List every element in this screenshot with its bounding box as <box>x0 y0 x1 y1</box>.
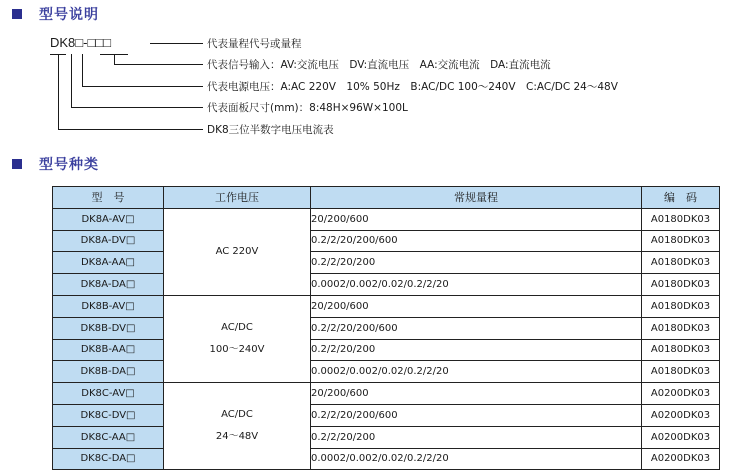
voltage-line-1: AC/DC <box>221 409 253 421</box>
cell-model: DK8A-AV□ <box>53 208 164 230</box>
label-power-supply: 代表电源电压：A:AC 220V 10% 50Hz B:AC/DC 100～240V C:AC/DC 24～48V <box>207 81 618 93</box>
label-product-name: DK8三位半数字电压电流表 <box>207 124 334 136</box>
cell-model: DK8B-AA□ <box>53 339 164 361</box>
model-types-table <box>52 186 720 470</box>
table-row <box>53 361 720 383</box>
cell-range: 0.2/2/20/200/600 <box>311 317 642 339</box>
connector-line-3 <box>82 86 203 87</box>
square-bullet-icon <box>12 159 22 169</box>
table-row <box>53 448 720 470</box>
section-title: 型号说明 <box>39 7 99 23</box>
table-row <box>53 426 720 448</box>
model-code: DK8□-□□□ <box>50 35 112 50</box>
cell-range: 0.0002/0.002/0.02/0.2/2/20 <box>311 274 642 296</box>
cell-code: A0180DK03 <box>642 295 720 317</box>
cell-code: A0180DK03 <box>642 317 720 339</box>
cell-model: DK8B-DV□ <box>53 317 164 339</box>
cell-range: 0.2/2/20/200 <box>311 426 642 448</box>
cell-code: A0180DK03 <box>642 339 720 361</box>
cell-model: DK8C-DV□ <box>53 404 164 426</box>
connector-line-2 <box>114 64 203 65</box>
cell-code: A0200DK03 <box>642 383 720 405</box>
cell-range: 0.2/2/20/200 <box>311 252 642 274</box>
label-signal-input: 代表信号输入：AV:交流电压 DV:直流电压 AA:交流电流 DA:直流电流 <box>207 59 551 71</box>
cell-model: DK8A-DA□ <box>53 274 164 296</box>
cell-code: A0180DK03 <box>642 274 720 296</box>
table-row <box>53 404 720 426</box>
label-range-code: 代表量程代号或量程 <box>207 38 302 50</box>
cell-voltage <box>164 295 311 382</box>
cell-voltage <box>164 208 311 295</box>
cell-code: A0180DK03 <box>642 230 720 252</box>
header-working-voltage: 工作电压 <box>164 187 311 209</box>
cell-range: 0.2/2/20/200/600 <box>311 404 642 426</box>
cell-range: 0.0002/0.002/0.02/0.2/2/20 <box>311 361 642 383</box>
cell-voltage <box>164 383 311 470</box>
cell-model: DK8C-AV□ <box>53 383 164 405</box>
table-row <box>53 230 720 252</box>
table-header-row <box>53 187 720 209</box>
table-row <box>53 274 720 296</box>
table-row <box>53 252 720 274</box>
voltage-line-1: AC/DC <box>221 322 253 334</box>
connector-line-4 <box>71 107 203 108</box>
table-row <box>53 339 720 361</box>
table-row <box>53 317 720 339</box>
connector-line-4-vertical <box>71 54 72 107</box>
cell-code: A0200DK03 <box>642 404 720 426</box>
cell-model: DK8A-DV□ <box>53 230 164 252</box>
table-row <box>53 208 720 230</box>
section-header-model-types <box>12 154 99 174</box>
cell-code: A0180DK03 <box>642 252 720 274</box>
cell-code: A0200DK03 <box>642 426 720 448</box>
connector-line-3-vertical <box>82 54 83 86</box>
header-model: 型 号 <box>53 187 164 209</box>
connector-line-5 <box>58 129 203 130</box>
voltage-line-2: 100～240V <box>209 344 265 356</box>
header-code: 编 码 <box>642 187 720 209</box>
section-title: 型号种类 <box>39 157 99 173</box>
cell-model: DK8A-AA□ <box>53 252 164 274</box>
cell-range: 20/200/600 <box>311 295 642 317</box>
cell-model: DK8C-DA□ <box>53 448 164 470</box>
header-range: 常规量程 <box>311 187 642 209</box>
cell-code: A0180DK03 <box>642 361 720 383</box>
voltage-line-2: 24～48V <box>215 431 259 443</box>
cell-range: 20/200/600 <box>311 383 642 405</box>
connector-line-1 <box>150 43 203 44</box>
cell-code: A0200DK03 <box>642 448 720 470</box>
table-row <box>53 295 720 317</box>
cell-range: 0.0002/0.002/0.02/0.2/2/20 <box>311 448 642 470</box>
voltage-line-1: AC 220V <box>215 245 259 257</box>
cell-model: DK8C-AA□ <box>53 426 164 448</box>
table-row <box>53 383 720 405</box>
cell-range: 0.2/2/20/200/600 <box>311 230 642 252</box>
cell-code: A0180DK03 <box>642 208 720 230</box>
cell-model: DK8B-AV□ <box>53 295 164 317</box>
cell-range: 20/200/600 <box>311 208 642 230</box>
label-panel-size: 代表面板尺寸(mm)：8:48H×96W×100L <box>207 102 408 114</box>
model-code-diagram <box>0 0 750 150</box>
cell-model: DK8B-DA□ <box>53 361 164 383</box>
cell-range: 0.2/2/20/200 <box>311 339 642 361</box>
connector-line-5-vertical <box>58 54 59 129</box>
